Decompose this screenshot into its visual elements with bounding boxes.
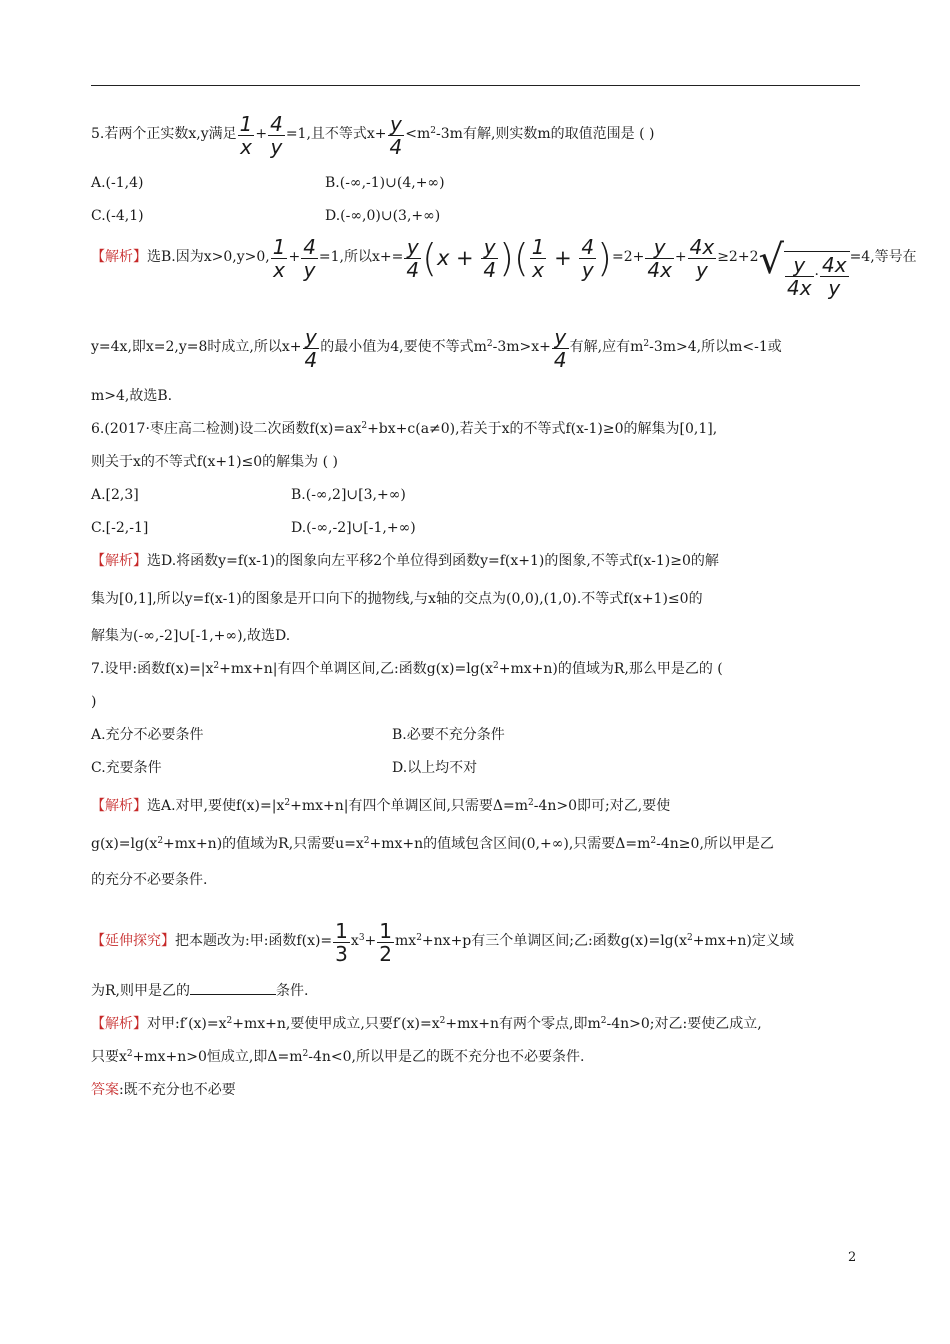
text: +mx+n)定义域 bbox=[692, 933, 794, 949]
text: -3m>x+ bbox=[492, 339, 551, 355]
q5-options-row1 bbox=[91, 166, 860, 199]
text: +mx+n)的值域为R,那么甲是乙的 ( bbox=[498, 661, 723, 677]
q7-options-row2 bbox=[91, 751, 860, 784]
text: =2+ bbox=[611, 249, 645, 265]
text: g(x)=lg(x bbox=[91, 836, 158, 852]
text: 6.(2017·枣庄高二检测)设二次函数f(x)=ax bbox=[91, 421, 362, 437]
ext-line2 bbox=[91, 973, 860, 1007]
text: mx bbox=[395, 933, 417, 949]
text: -4n<0,所以甲是乙的既不充分也不必要条件. bbox=[308, 1049, 585, 1065]
a7-line1 bbox=[91, 784, 860, 822]
a6-line3 bbox=[91, 615, 860, 652]
option-c: C.充要条件 bbox=[91, 760, 162, 776]
option-b: B.(-∞,-1)∪(4,+∞) bbox=[325, 175, 445, 191]
fraction: $\frac{1}{x}$ bbox=[531, 235, 545, 282]
text: 有解,应有m bbox=[569, 339, 644, 355]
aext-line2 bbox=[91, 1040, 860, 1073]
text: +mx+n)的值域为R,只需要u=x bbox=[163, 836, 364, 852]
text: 的最小值为4,要使不等式m bbox=[320, 339, 487, 355]
analysis-tag: 【解析】 bbox=[91, 553, 147, 569]
text: ≥2+2 bbox=[717, 249, 759, 265]
text: 把本题改为:甲:函数f(x)= bbox=[175, 933, 333, 949]
fraction: $\frac{4}{y}$ bbox=[270, 112, 283, 159]
text: 对甲:f′(x)=x bbox=[147, 1016, 227, 1032]
text: 7.设甲:函数f(x)=|x bbox=[91, 661, 214, 677]
text: 则关于x的不等式f(x+1)≤0的解集为 ( ) bbox=[91, 454, 338, 470]
text: + bbox=[547, 246, 579, 270]
superscript: 2 bbox=[226, 1016, 233, 1026]
superscript: 2 bbox=[600, 1016, 607, 1026]
superscript: 2 bbox=[643, 339, 650, 349]
analysis-tag: 【解析】 bbox=[91, 1016, 147, 1032]
fraction: $\frac{4}{y}$ bbox=[581, 235, 595, 282]
fraction: $\frac{1}{x}$ bbox=[239, 112, 253, 159]
option-d: D.(-∞,0)∪(3,+∞) bbox=[325, 208, 441, 224]
text: · bbox=[814, 267, 819, 283]
text: 的充分不必要条件. bbox=[91, 872, 208, 888]
text: x bbox=[350, 933, 359, 949]
extension-tag: 【延伸探究】 bbox=[91, 933, 175, 949]
superscript: 2 bbox=[361, 421, 368, 431]
superscript: 3 bbox=[358, 933, 365, 943]
superscript: 2 bbox=[493, 661, 499, 671]
superscript: 2 bbox=[284, 798, 291, 808]
superscript: 2 bbox=[486, 339, 493, 349]
fraction: $\frac{y}{4}$ bbox=[389, 112, 403, 159]
aext-answer bbox=[91, 1073, 860, 1106]
analysis-tag: 【解析】 bbox=[91, 249, 147, 265]
fraction: $\frac{y}{4x}$ bbox=[647, 235, 672, 282]
q6-stem-line1 bbox=[91, 412, 860, 445]
aext-line1 bbox=[91, 1007, 860, 1040]
ext-line1 bbox=[91, 896, 860, 973]
q5-options-row2 bbox=[91, 199, 860, 232]
text: +mx+n有两个零点,即m bbox=[445, 1016, 601, 1032]
superscript: 2 bbox=[439, 1016, 446, 1026]
analysis-tag: 【解析】 bbox=[91, 798, 147, 814]
text: y=4x,即x=2,y=8时成立,所以x+ bbox=[91, 339, 302, 355]
a5-line3 bbox=[91, 379, 860, 412]
superscript: 2 bbox=[157, 836, 164, 846]
text: + bbox=[449, 246, 481, 270]
fraction: $\frac{4}{y}$ bbox=[303, 235, 316, 282]
fraction: $\frac{4x}{y}$ bbox=[689, 235, 715, 282]
text: +mx+n的值域包含区间(0,+∞),只需要Δ=m bbox=[369, 836, 651, 852]
paren: ) bbox=[597, 236, 612, 280]
text: +mx+n|有四个单调区间,乙:函数g(x)=lg(x bbox=[219, 661, 493, 677]
option-c: C.[-2,-1] bbox=[91, 520, 149, 536]
text: 条件. bbox=[276, 983, 309, 999]
text: -4n>0即可;对乙,要使 bbox=[533, 798, 671, 814]
sqrt-icon: √ bbox=[758, 237, 784, 283]
a5-line2 bbox=[91, 307, 860, 379]
q5-stem bbox=[91, 98, 860, 166]
superscript: 2 bbox=[430, 126, 437, 136]
a7-line2 bbox=[91, 822, 860, 860]
superscript: 2 bbox=[213, 661, 220, 671]
paren: ) bbox=[499, 236, 514, 280]
text: 解集为(-∞,-2]∪[-1,+∞),故选D. bbox=[91, 628, 291, 644]
text: 只要x bbox=[91, 1049, 127, 1065]
option-a: A.(-1,4) bbox=[91, 175, 144, 191]
superscript: 2 bbox=[416, 933, 422, 943]
text: 为R,则甲是乙的 bbox=[91, 983, 190, 999]
text: 集为[0,1],所以y=f(x-1)的图象是开口向下的抛物线,与x轴的交点为(0,0),(1,0).不等式f(x+1)≤0的 bbox=[91, 591, 703, 607]
page-number: 2 bbox=[848, 1250, 857, 1265]
radicand bbox=[784, 251, 850, 299]
text: m>4,故选B. bbox=[91, 388, 173, 404]
text: +mx+n,要使甲成立,只要f′(x)=x bbox=[232, 1016, 440, 1032]
option-b: B.(-∞,2]∪[3,+∞) bbox=[291, 487, 406, 503]
option-b: B.必要不充分条件 bbox=[392, 727, 505, 743]
a5-line1 bbox=[91, 232, 917, 307]
answer-blank bbox=[190, 982, 276, 995]
q7-options-row1 bbox=[91, 718, 860, 751]
option-c: C.(-4,1) bbox=[91, 208, 144, 224]
fraction: $\frac{y}{4}$ bbox=[483, 235, 497, 282]
superscript: 2 bbox=[528, 798, 534, 808]
superscript: 2 bbox=[302, 1049, 309, 1059]
text: -4n>0;对乙:要使乙成立, bbox=[606, 1016, 762, 1032]
text: :既不充分也不必要 bbox=[119, 1082, 236, 1098]
document-body bbox=[91, 98, 917, 1106]
a6-line1 bbox=[91, 544, 860, 577]
option-a: A.[2,3] bbox=[91, 487, 139, 503]
text: = bbox=[391, 249, 404, 265]
text: +mx+n|有四个单调区间,只需要Δ=m bbox=[290, 798, 529, 814]
superscript: 2 bbox=[363, 836, 370, 846]
text: =4,等号在 bbox=[849, 249, 917, 265]
header-rule bbox=[91, 85, 860, 86]
text: -4n≥0,所以甲是乙 bbox=[656, 836, 774, 852]
fraction: $\frac{1}{2}$ bbox=[379, 919, 393, 966]
a7-line3 bbox=[91, 860, 860, 896]
answer-tag: 答案 bbox=[91, 1082, 119, 1098]
fraction: $\frac{y}{4}$ bbox=[304, 325, 318, 372]
option-d: D.以上均不对 bbox=[392, 760, 478, 776]
text: 5.若两个正实数x,y满足 bbox=[91, 126, 237, 142]
fraction: $\frac{1}{x}$ bbox=[272, 235, 286, 282]
option-a: A.充分不必要条件 bbox=[91, 727, 204, 743]
paren: ( bbox=[513, 236, 529, 280]
text: -3m有解,则实数m的取值范围是 ( ) bbox=[436, 126, 655, 142]
fraction: $\frac{y}{4}$ bbox=[406, 235, 420, 282]
text: 选A.对甲,要使f(x)=|x bbox=[147, 798, 285, 814]
text: + bbox=[674, 249, 687, 265]
text: -3m>4,所以m<-1或 bbox=[649, 339, 782, 355]
text: <m bbox=[405, 126, 431, 142]
text: 选D.将函数y=f(x-1)的图象向左平移2个单位得到函数y=f(x+1)的图象,不等式f(x-1)≥0的解 bbox=[147, 553, 719, 569]
q6-stem-line2 bbox=[91, 445, 860, 478]
text: +nx+p有三个单调区间;乙:函数g(x)=lg(x bbox=[421, 933, 687, 949]
text: + bbox=[288, 249, 301, 265]
text: =1,且不等式x+ bbox=[285, 126, 387, 142]
a6-line2 bbox=[91, 577, 860, 615]
paren: ( bbox=[422, 236, 437, 280]
q6-options-row2 bbox=[91, 511, 860, 544]
text: + bbox=[364, 933, 377, 949]
text: =1,所以x+ bbox=[318, 249, 392, 265]
q6-options-row1 bbox=[91, 478, 860, 511]
fraction: $\frac{y}{4}$ bbox=[553, 325, 567, 372]
q7-stem-line1 bbox=[91, 652, 860, 685]
var: x bbox=[436, 246, 450, 270]
option-d: D.(-∞,-2]∪[-1,+∞) bbox=[291, 520, 416, 536]
text: ) bbox=[91, 694, 97, 710]
fraction: $\frac{1}{3}$ bbox=[335, 919, 348, 966]
text: + bbox=[255, 126, 268, 142]
text: +mx+n>0恒成立,即Δ=m bbox=[132, 1049, 303, 1065]
text: +bx+c(a≠0),若关于x的不等式f(x-1)≥0的解集为[0,1], bbox=[367, 421, 718, 437]
fraction: $\frac{4x}{y}$ bbox=[822, 253, 847, 300]
q7-stem-line2 bbox=[91, 685, 860, 718]
text: 选B.因为x>0,y>0, bbox=[147, 249, 270, 265]
superscript: 2 bbox=[126, 1049, 133, 1059]
superscript: 2 bbox=[687, 933, 693, 943]
fraction: $\frac{y}{4x}$ bbox=[786, 253, 812, 300]
superscript: 2 bbox=[650, 836, 657, 846]
